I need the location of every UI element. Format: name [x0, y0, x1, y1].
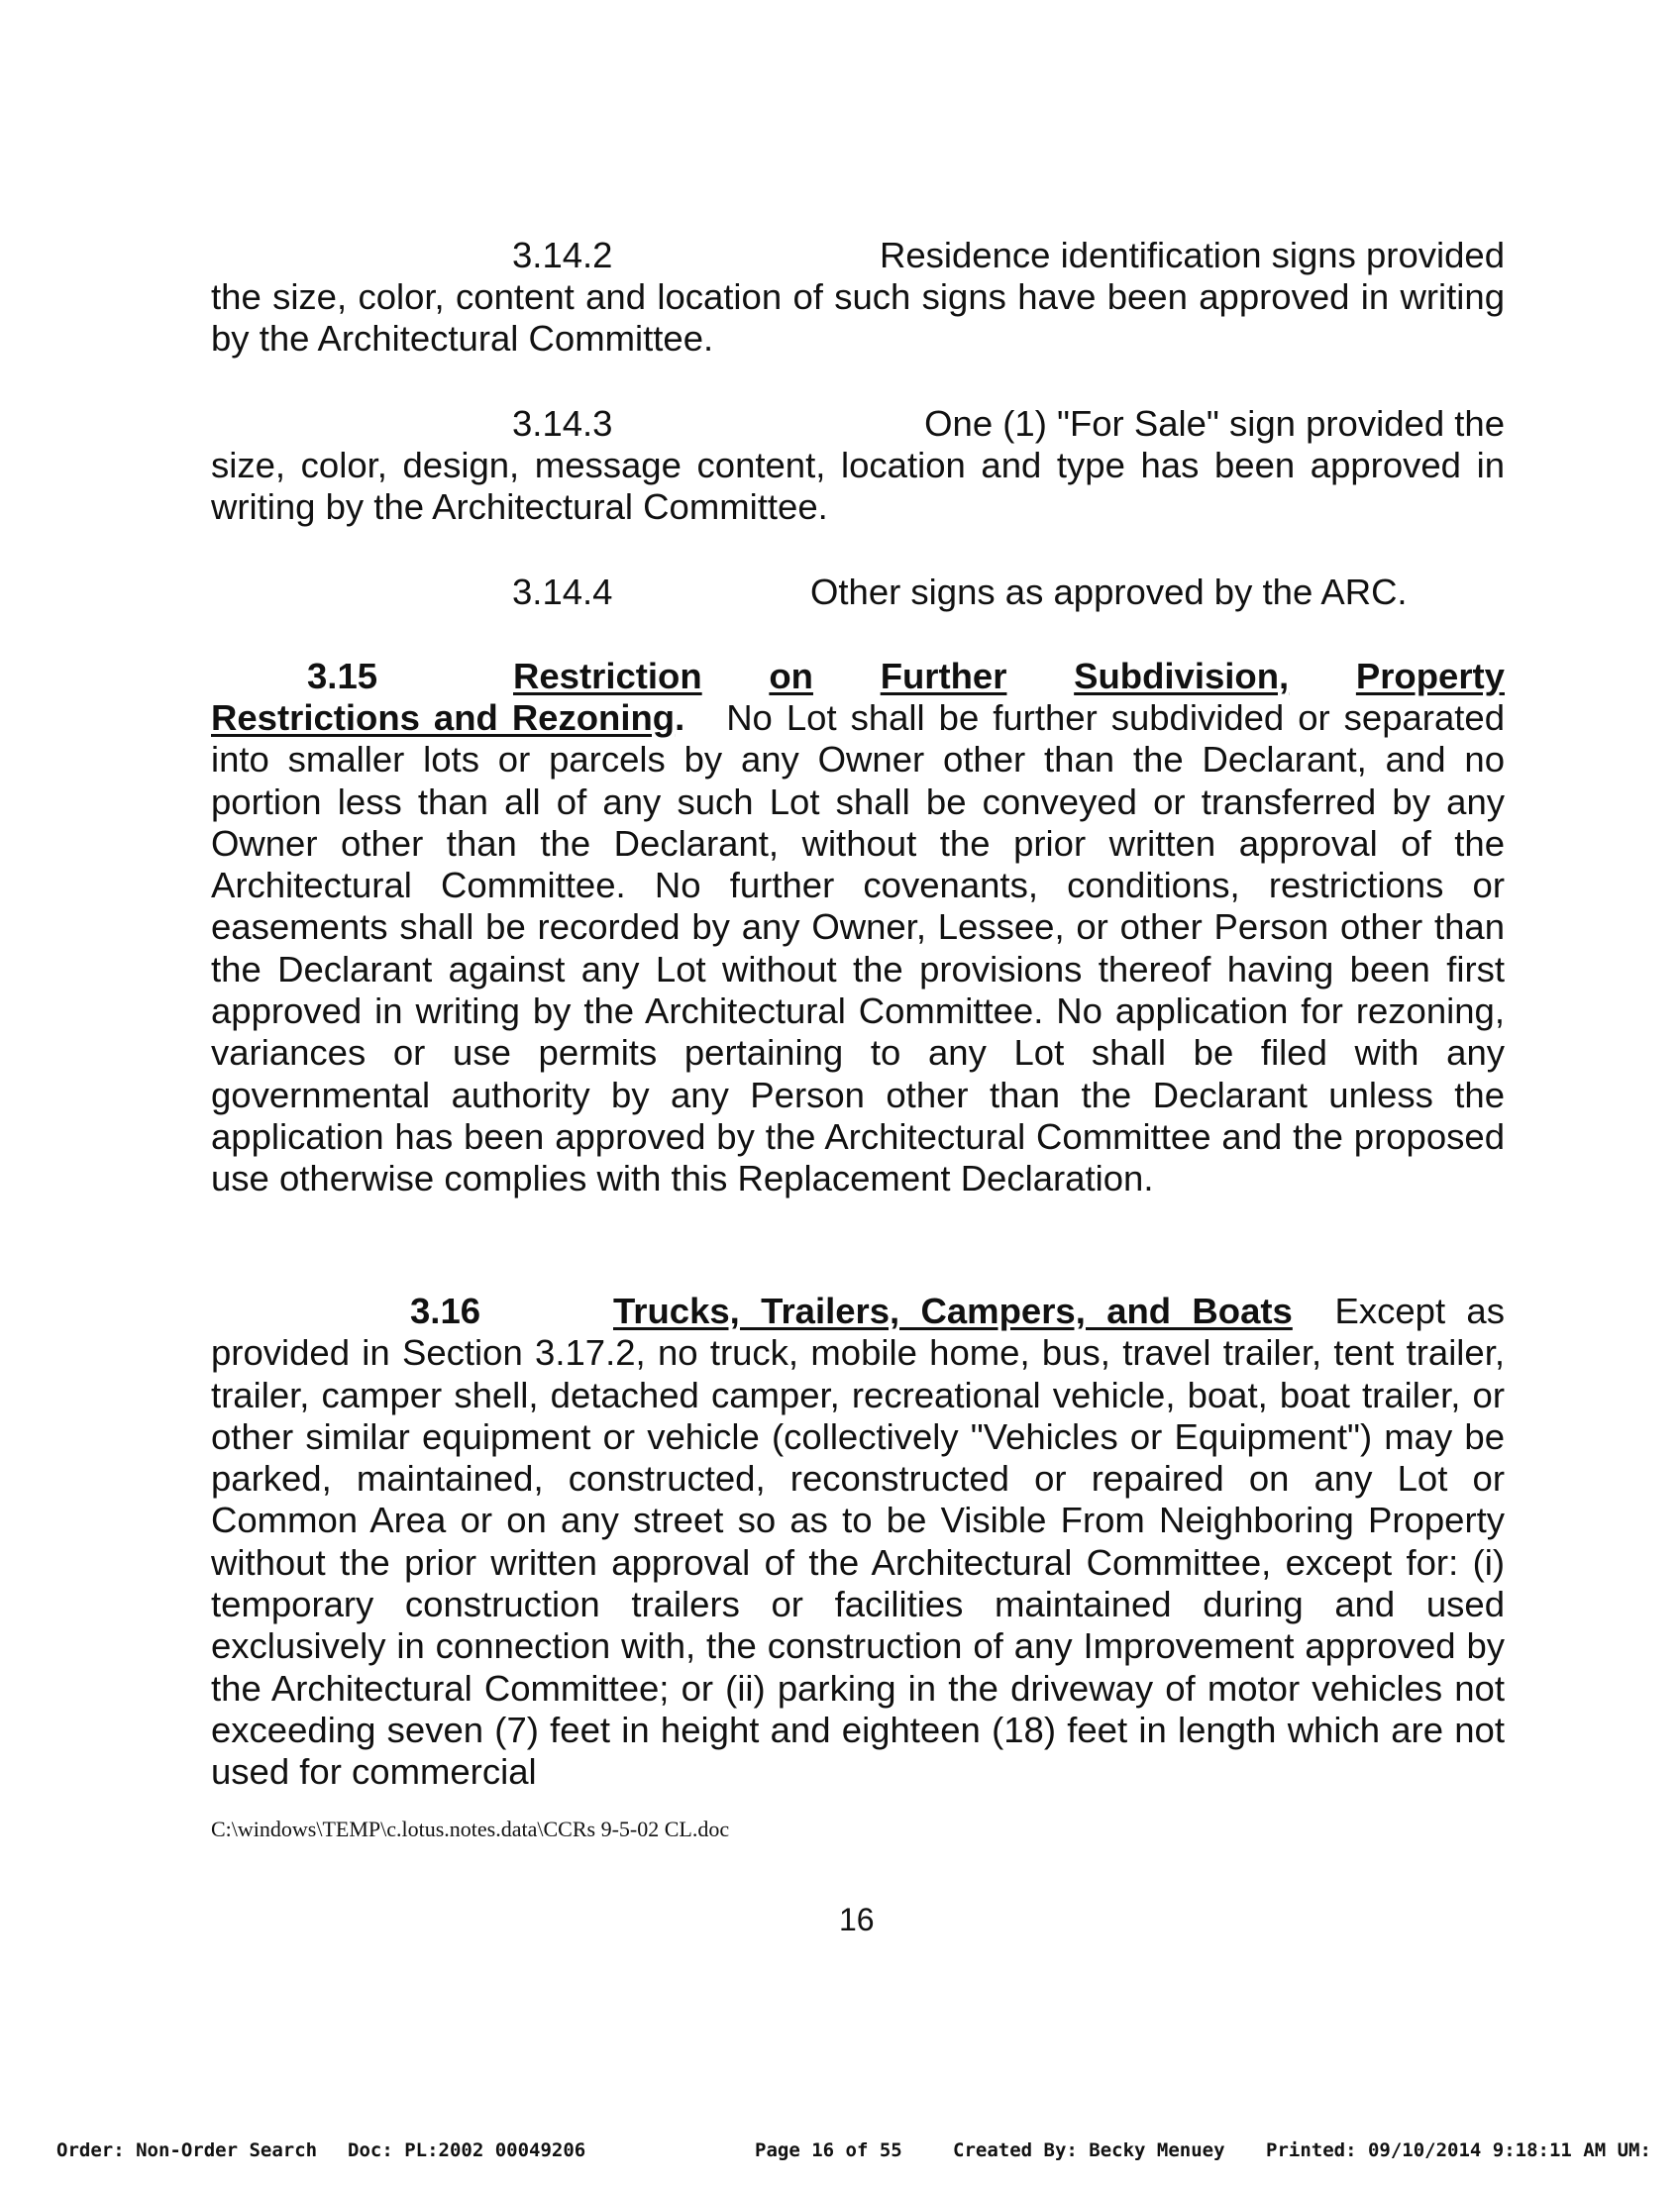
section-3-14-3-text: size, color, design, message content, location and type has been approved in writing by the Architectural Committee.: [211, 445, 1505, 528]
section-3-15-text: [211, 697, 1505, 1200]
heading-word: Property: [1355, 656, 1505, 696]
stamp-created-by: Created By: Becky Menuey: [953, 2139, 1225, 2161]
heading-word: Further: [880, 656, 1007, 696]
stamp-printed: Printed: 09/10/2014 9:18:11 AM UM:: [1266, 2139, 1651, 2161]
section-3-15-heading-line1: [513, 656, 1505, 697]
section-3-15-heading-line2: Restrictions and Rezoning: [211, 697, 676, 738]
page-number: 16: [839, 1902, 875, 1937]
section-3-14-2-number: 3.14.2: [512, 235, 613, 275]
stamp-page: Page 16 of 55: [755, 2139, 902, 2161]
section-3-14-4-number: 3.14.4: [512, 572, 613, 612]
heading-word: Subdivision,: [1074, 656, 1290, 696]
section-3-14-4-text: Other signs as approved by the ARC.: [810, 572, 1408, 612]
section-3-15-body: No Lot shall be further subdivided or separated into smaller lots or parcels by any Owner other than the Declarant, and no portion less than all of any such Lot shall be conveyed or transferred by any Owner other than the Declarant, without the prior written approval of the Architectural Committee. No further covenants, conditions, restrictions or easements shall be recorded by any Owner, Lessee, or other Person other than the Declarant against any Lot without the provisions thereof having been first approved in writing by the Architectural Committee. No application for rezoning, variances or use permits pertaining to any Lot shall be filed with any governmental authority by any Person other than the Declarant unless the application has been approved by the Architectural Committee and the proposed use otherwise complies with this Replacement Declaration.: [211, 697, 1506, 1199]
section-3-14-2-text: the size, color, content and location of such signs have been approved in writing by the Architectural Committee.: [211, 276, 1505, 360]
section-3-15-heading-period: .: [675, 697, 685, 738]
heading-word: Restriction: [513, 656, 702, 696]
heading-word: on: [769, 656, 813, 696]
section-3-16-body: Except as provided in Section 3.17.2, no truck, mobile home, bus, travel trailer, tent trailer, trailer, camper shell, detached camper, recreational vehicle, boat, boat trailer, or other similar equipment or vehicle (collectively "Vehicles or Equipment") may be parked, maintained, constructed, reconstructed or repaired on any Lot or Common Area or on any street so as to be Visible From Neighboring Property without the prior written approval of the Architectural Committee, except for: (i) temporary construction trailers or facilities maintained during and used exclusively in connection with, the construction of any Improvement approved by the Architectural Committee; or (ii) parking in the driveway of motor vehicles not exceeding seven (7) feet in height and eighteen (18) feet in length which are not used for commercial: [211, 1291, 1505, 1793]
section-3-16-heading: Trucks, Trailers, Campers, and Boats: [613, 1291, 1293, 1331]
section-3-16-text: [211, 1291, 1505, 1794]
section-3-14-2-lead: Residence identification signs provided: [879, 235, 1505, 275]
section-3-16-number: 3.16: [410, 1291, 481, 1331]
stamp-doc: Doc: PL:2002 00049206: [348, 2139, 586, 2161]
section-3-15-number: 3.15: [307, 656, 378, 696]
file-path: C:\windows\TEMP\c.lotus.notes.data\CCRs 9-5-02 CL.doc: [211, 1817, 730, 1841]
section-3-14-3-number: 3.14.3: [512, 403, 613, 444]
section-3-14-3-lead: One (1) "For Sale" sign provided the: [924, 403, 1505, 444]
stamp-order: Order: Non-Order Search: [56, 2139, 318, 2161]
